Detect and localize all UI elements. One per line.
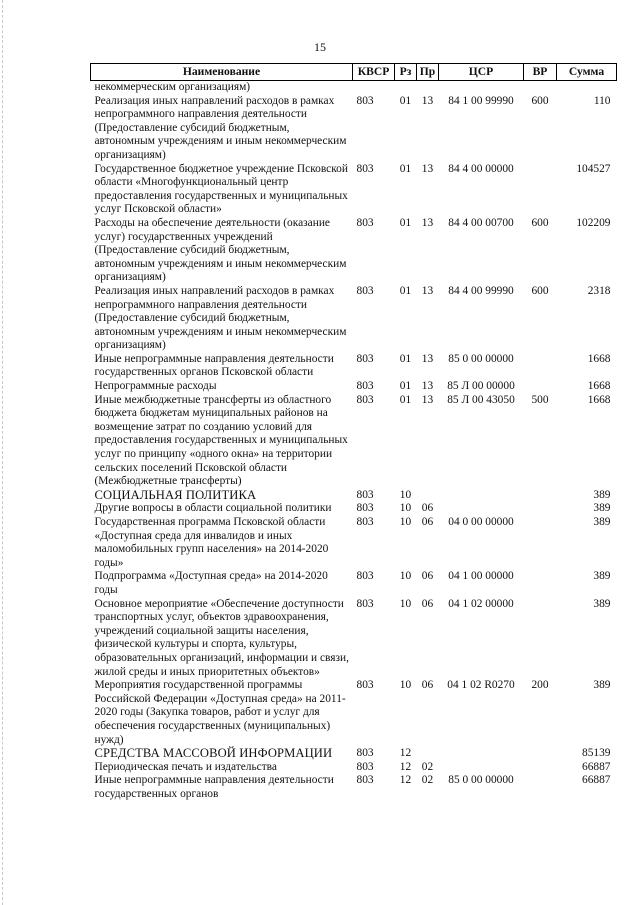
row-pr: 13 — [421, 352, 434, 365]
header-sum: Сумма — [557, 64, 617, 81]
table-row — [91, 502, 617, 516]
row-kvsr: 803 — [356, 747, 374, 760]
row-csr: 84 1 00 99990 — [448, 94, 514, 107]
row-sum: 389 — [593, 597, 611, 610]
row-rz: 10 — [399, 502, 412, 515]
row-vr — [524, 598, 557, 680]
row-vr — [524, 163, 557, 217]
row-vr — [524, 761, 557, 775]
row-kvsr: 803 — [356, 352, 374, 365]
row-sum: 66887 — [582, 760, 611, 773]
row-rz: 10 — [399, 570, 412, 583]
row-csr: 04 1 02 00000 — [448, 597, 514, 610]
table-row — [91, 679, 617, 747]
row-sum: 110 — [593, 94, 611, 107]
row-name: Государственная программа Псковской области «Доступная среда для инвалидов и иных маломобильных групп населения» на 2014-2020 годы» — [94, 516, 329, 569]
row-sum: 1668 — [587, 380, 611, 393]
header-vr: ВР — [524, 64, 557, 81]
row-rz: 01 — [399, 380, 412, 393]
row-pr: 02 — [421, 760, 434, 773]
row-sum: 389 — [593, 570, 611, 583]
row-pr: 13 — [421, 380, 434, 393]
row-kvsr: 803 — [356, 760, 374, 773]
row-rz — [395, 81, 417, 95]
row-name: Расходы на обеспечение деятельности (оказание услуг) государственных учреждений (Предоставление субсидий бюджетным, автономным учреждениям и иным некоммерческим организациям) — [94, 216, 347, 284]
row-name: СРЕДСТВА МАССОВОЙ ИНФОРМАЦИИ — [94, 746, 333, 761]
row-pr: 13 — [421, 216, 434, 229]
row-kvsr: 803 — [356, 488, 374, 501]
row-pr: 13 — [421, 393, 434, 406]
budget-table — [90, 63, 617, 801]
header-name: Наименование — [91, 64, 353, 81]
row-csr: 85 Л 00 00000 — [447, 380, 515, 393]
table-row — [91, 81, 617, 95]
row-csr — [439, 761, 524, 775]
row-pr: 06 — [421, 570, 434, 583]
row-csr: 84 4 00 99990 — [448, 284, 514, 297]
row-pr: 13 — [421, 284, 434, 297]
row-rz: 01 — [399, 216, 412, 229]
row-csr — [439, 81, 524, 95]
row-pr: 06 — [421, 516, 434, 528]
row-name: Мероприятия государственной программы Российской Федерации «Доступная среда» на 2011-2020 годы (Закупка товаров, работ и услуг для обеспечения государственных (муниципальных) нужд) — [94, 679, 346, 746]
row-pr: 06 — [421, 502, 434, 515]
table-row — [91, 217, 617, 285]
section-row — [91, 747, 617, 761]
row-vr: 600 — [531, 94, 549, 107]
row-name: Другие вопросы в области социальной политики — [94, 502, 332, 515]
row-rz: 12 — [399, 760, 412, 773]
row-pr — [417, 81, 439, 95]
row-rz: 01 — [399, 284, 412, 297]
row-rz: 12 — [399, 747, 412, 760]
row-kvsr: 803 — [356, 570, 374, 583]
row-sum: 389 — [593, 502, 611, 515]
row-vr: 600 — [531, 284, 549, 297]
row-rz: 01 — [399, 352, 412, 365]
row-vr — [524, 774, 557, 801]
header-row — [91, 64, 617, 81]
table-row — [91, 516, 617, 570]
page-number: 15 — [314, 40, 326, 54]
row-rz: 10 — [399, 679, 412, 692]
table-row — [91, 598, 617, 680]
row-rz: 10 — [399, 516, 412, 528]
row-vr — [524, 502, 557, 516]
table-row — [91, 380, 617, 394]
header-rz: Рз — [395, 64, 417, 81]
row-vr — [524, 353, 557, 380]
row-rz: 01 — [399, 162, 412, 175]
row-name: Государственное бюджетное учреждение Псковской области «Многофункциональный центр предоставления государственных и муниципальных услуг Псковской области» — [94, 162, 348, 216]
row-sum — [557, 81, 617, 95]
row-csr: 04 0 00 00000 — [448, 516, 514, 528]
row-pr: 13 — [421, 162, 434, 175]
row-name: Подпрограмма «Доступная среда» на 2014-2020 годы — [94, 570, 328, 596]
row-rz: 01 — [399, 393, 412, 406]
row-name: Иные непрограммные направления деятельности государственных органов Псковской области — [94, 352, 334, 379]
table-row — [91, 761, 617, 775]
row-name: Основное мероприятие «Обеспечение доступности транспортных услуг, объектов здравоохранения, учреждений социальной защиты населения, физической культуры и спорта, культуры, образовательных организаций, информации и связи, жилой среды и иных приоритетных объектов» — [94, 597, 349, 678]
row-sum: 102209 — [576, 216, 611, 229]
header-kvsr: КВСР — [353, 64, 395, 81]
row-vr — [524, 747, 557, 761]
row-csr: 84 4 00 00700 — [448, 216, 514, 229]
row-sum: 104527 — [576, 162, 611, 175]
row-pr: 06 — [421, 679, 434, 692]
row-kvsr: 803 — [356, 94, 374, 107]
row-kvsr: 803 — [356, 284, 374, 297]
row-sum: 389 — [593, 516, 611, 528]
row-pr — [417, 489, 439, 503]
row-vr — [524, 81, 557, 95]
row-kvsr: 803 — [356, 502, 374, 515]
row-pr: 02 — [421, 774, 434, 787]
row-csr: 04 1 00 00000 — [448, 570, 514, 583]
row-pr: 13 — [421, 94, 434, 107]
row-kvsr: 803 — [356, 162, 374, 175]
row-csr — [439, 502, 524, 516]
row-vr — [524, 489, 557, 503]
row-sum: 85139 — [582, 747, 611, 760]
table-body — [91, 81, 617, 802]
table-row — [91, 774, 617, 801]
row-vr: 600 — [531, 216, 549, 229]
row-name: СОЦИАЛЬНАЯ ПОЛИТИКА — [94, 487, 257, 502]
row-csr — [439, 747, 524, 761]
row-name: Реализация иных направлений расходов в рамках непрограммного направления деятельности (Предоставление субсидий бюджетным, автономным учреждениям и иным некоммерческим организациям) — [94, 94, 347, 161]
table-row — [91, 570, 617, 597]
row-sum: 389 — [593, 488, 611, 501]
row-pr: 06 — [421, 597, 434, 610]
row-rz: 12 — [399, 774, 412, 787]
table-header — [91, 64, 617, 81]
section-row — [91, 489, 617, 503]
row-name: Периодическая печать и издательства — [94, 760, 277, 773]
row-csr: 85 Л 00 43050 — [447, 393, 515, 406]
row-kvsr: 803 — [356, 380, 374, 393]
row-sum: 66887 — [582, 774, 611, 787]
row-sum: 389 — [593, 679, 611, 692]
row-name: некоммерческим организациям) — [94, 81, 251, 93]
row-rz: 10 — [399, 597, 412, 610]
row-kvsr: 803 — [356, 597, 374, 610]
scan-edge-line — [2, 0, 4, 905]
table-row — [91, 95, 617, 163]
row-name: Реализация иных направлений расходов в рамках непрограммного направления деятельности (Предоставление субсидий бюджетным, автономным учреждениям и иным некоммерческим организациям) — [94, 284, 347, 352]
header-csr: ЦСР — [439, 64, 524, 81]
row-vr — [524, 516, 557, 570]
row-csr: 85 0 00 00000 — [448, 774, 514, 787]
row-name: Непрограммные расходы — [94, 380, 217, 393]
row-vr — [524, 570, 557, 597]
row-kvsr — [353, 81, 395, 95]
row-sum: 1668 — [587, 393, 611, 406]
row-vr: 500 — [531, 393, 549, 406]
row-csr: 84 4 00 00000 — [448, 162, 514, 175]
row-vr — [524, 380, 557, 394]
row-csr: 85 0 00 00000 — [448, 352, 514, 365]
table-row — [91, 285, 617, 353]
row-sum: 2318 — [587, 284, 611, 297]
header-pr: Пр — [417, 64, 439, 81]
row-csr — [439, 489, 524, 503]
row-vr: 200 — [531, 679, 549, 692]
row-name: Иные непрограммные направления деятельности государственных органов — [94, 774, 334, 800]
row-kvsr: 803 — [356, 216, 374, 229]
table-row — [91, 353, 617, 380]
row-pr — [417, 747, 439, 761]
table-row — [91, 163, 617, 217]
row-kvsr: 803 — [356, 393, 374, 406]
row-kvsr: 803 — [356, 774, 374, 787]
row-rz: 01 — [399, 94, 412, 107]
row-sum: 1668 — [587, 352, 611, 365]
row-name: Иные межбюджетные трансферты из областного бюджета бюджетам муниципальных районов на возмещение затрат по созданию условий для предоставления государственных и муниципальных услуг по принципу «одного окна» на территории сельских поселений Псковской области (Межбюджетные трансферты) — [94, 393, 348, 488]
row-kvsr: 803 — [356, 516, 374, 528]
row-csr: 04 1 02 R0270 — [447, 679, 515, 692]
row-rz: 10 — [399, 488, 412, 501]
row-kvsr: 803 — [356, 679, 374, 692]
table-row — [91, 394, 617, 489]
